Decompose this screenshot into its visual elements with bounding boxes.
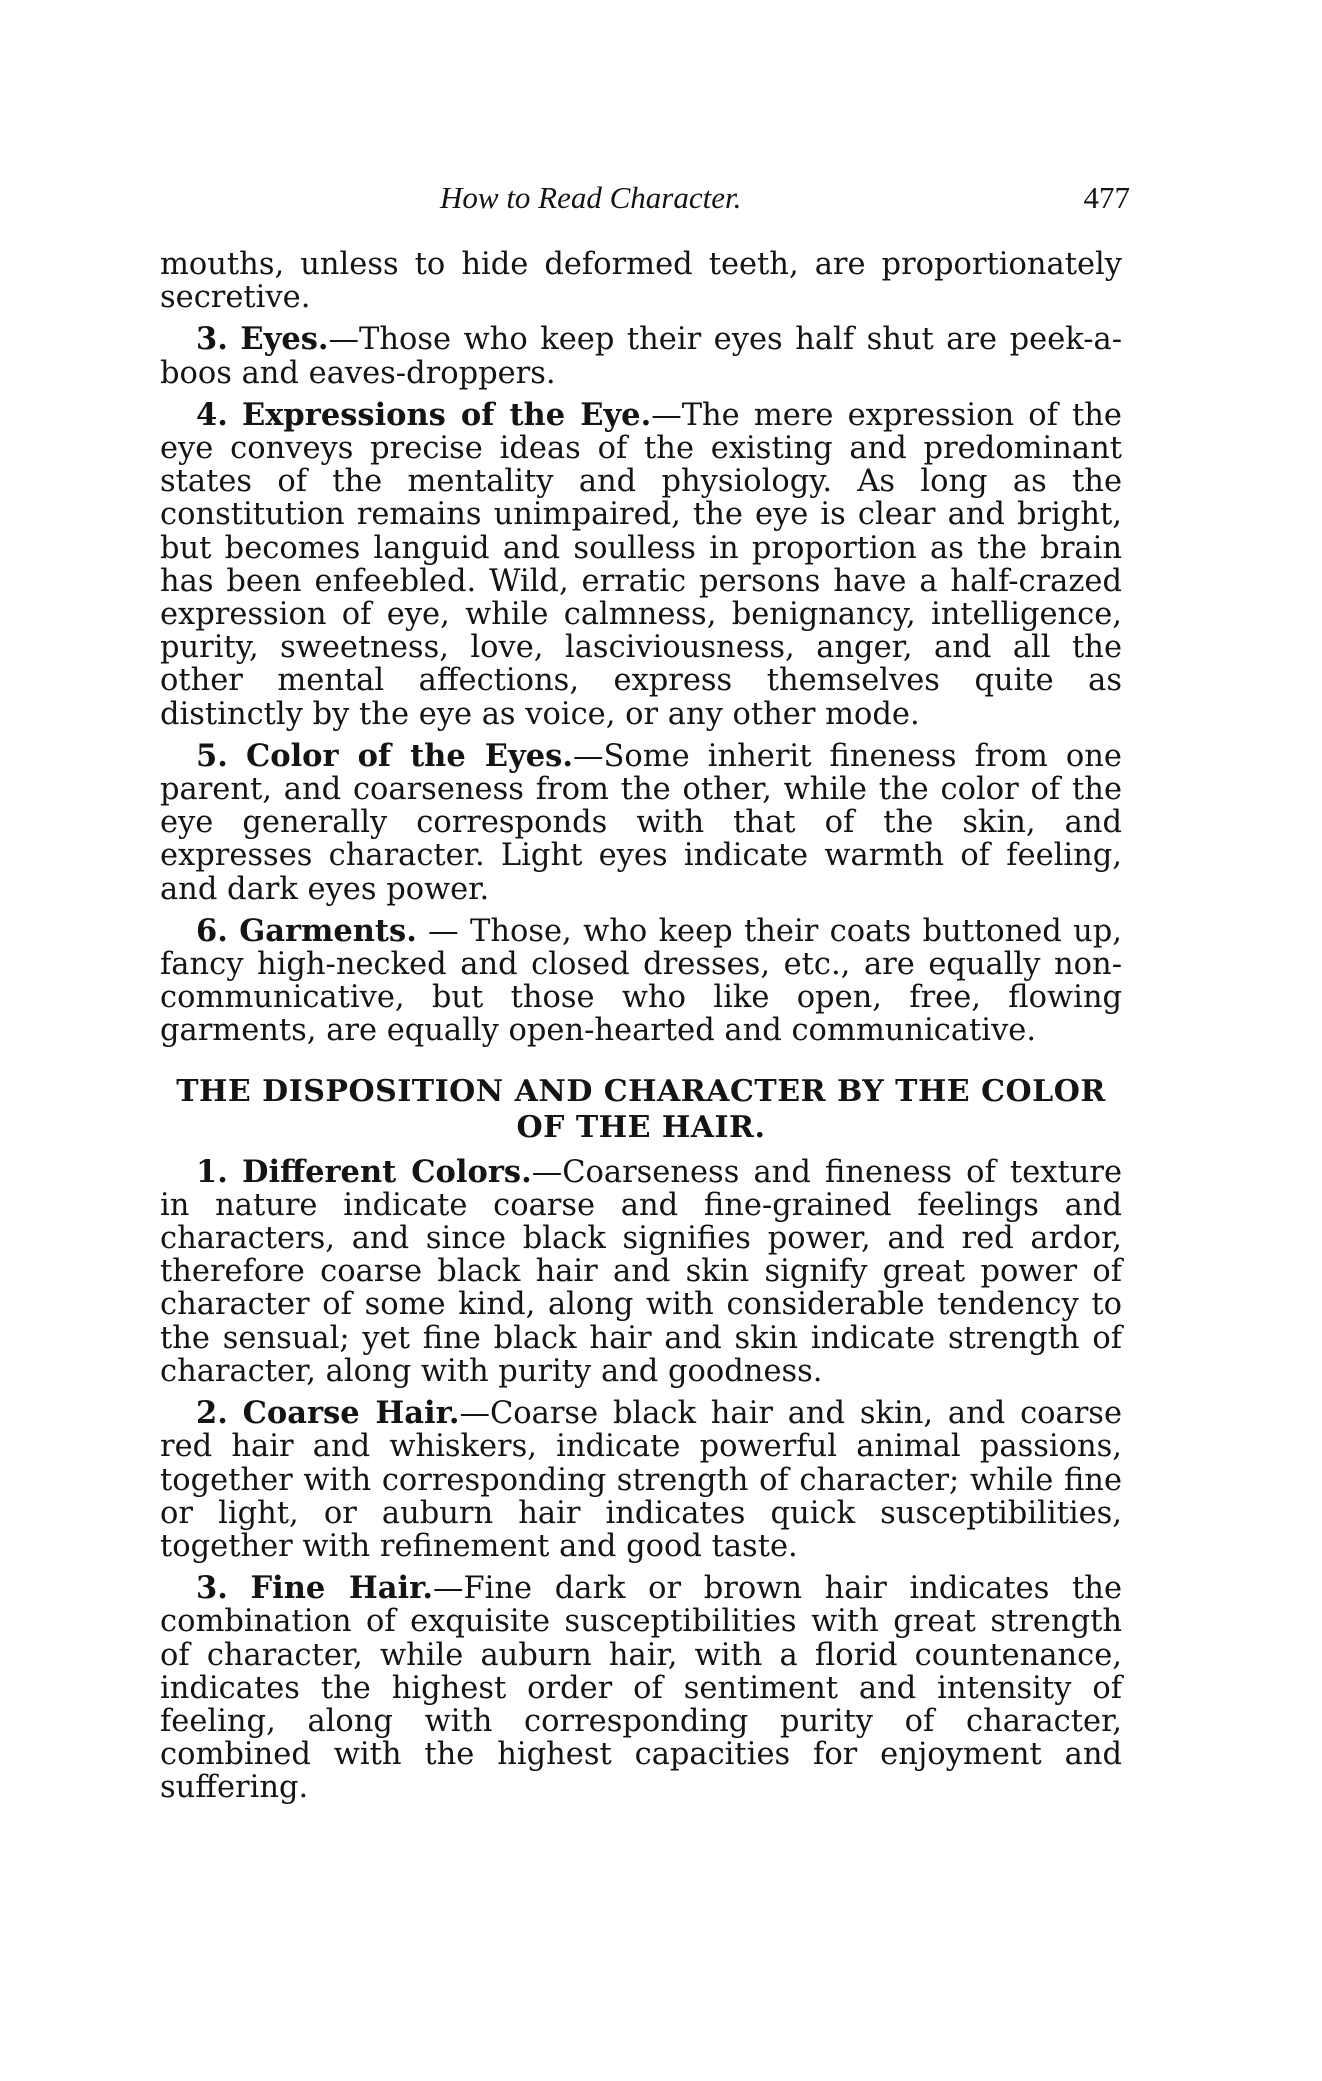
page-number: 477 <box>1083 180 1130 215</box>
item-text: — Those, who keep their coats buttoned up, fancy high-necked and closed dresses, etc., are equally non-communicative, but those who like open, free, flowing garments, are equally open-hearted and communicative. <box>160 913 1123 1049</box>
list-item-garments <box>160 912 1123 1049</box>
item-heading: Coarse Hair. <box>242 1395 460 1432</box>
list-item-coarse-hair <box>160 1397 1122 1563</box>
item-text: —The mere expression of the eye conveys precise ideas of the existing and predominant states of the mentality and physiology. As long as the constitution remains unimpaired, the eye is clear and bright, but becomes languid and soulless in proportion as the brain has been enfeebled. Wild, erratic persons have a half-crazed expression of eye, while calmness, benignancy, intelligence, purity, sweetness, love, lasciviousness, anger, and all the other mental affections, express themselves quite as distinctly by the eye as voice, or any other mode. <box>160 397 1122 732</box>
item-number: 1. <box>196 1153 228 1190</box>
item-number: 4. <box>196 396 228 433</box>
item-number: 3. <box>196 1570 228 1607</box>
section-heading-line-2: OF THE HAIR. <box>516 1109 766 1145</box>
item-text: —Some inherit fineness from one parent, and coarseness from the other, while the color of the eye generally corresponds with that of the skin, and expresses character. Light eyes indicate warmth of feeling, and dark eyes power. <box>160 738 1122 907</box>
item-text: —Coarseness and fineness of texture in nature indicate coarse and fine-grained feelings and characters, and since black signifies power, and red ardor, therefore coarse black hair and skin signify great power of character of some kind, along with considerable tendency to the sensual; yet fine black hair and skin indicate strength of character, along with purity and goodness. <box>160 1154 1122 1389</box>
item-heading: Color of the Eyes. <box>245 737 573 774</box>
list-item-different-colors <box>160 1153 1122 1389</box>
list-item-color-of-the-eyes <box>160 737 1122 907</box>
paragraph-continuation <box>160 248 1122 314</box>
item-text: —Those who keep their eyes half shut are peek-a-boos and eaves-droppers. <box>160 322 1122 391</box>
item-text: —Coarse black hair and skin, and coarse red hair and whiskers, indicate powerful animal passions, together with corresponding strength of character; while fine or light, or auburn hair indicates quick susceptibilities, together with refinement and good taste. <box>160 1396 1122 1564</box>
page-body <box>160 248 1122 1814</box>
item-text: —Fine dark or brown hair indicates the combination of exquisite susceptibilities with great strength of character, while auburn hair, with a florid countenance, indicates the highest order of sentiment and intensity of feeling, along with corresponding purity of character, combined with the highest capacities for enjoyment and suffering. <box>160 1571 1122 1806</box>
item-heading: Expressions of the Eye. <box>242 396 652 433</box>
item-heading: Different Colors. <box>242 1153 532 1190</box>
running-header <box>440 180 1130 224</box>
item-heading: Fine Hair. <box>250 1570 433 1607</box>
section-heading-line-1: THE DISPOSITION AND CHARACTER BY THE COLOR <box>176 1073 1106 1109</box>
list-item-fine-hair <box>160 1572 1122 1804</box>
item-number: 5. <box>196 737 228 774</box>
section-heading <box>160 1074 1122 1146</box>
list-item-expressions-of-the-eye <box>160 396 1122 732</box>
list-item-eyes <box>160 323 1122 389</box>
running-title: How to Read Character. <box>440 180 742 215</box>
item-number: 6. <box>196 912 228 949</box>
item-number: 2. <box>196 1395 228 1432</box>
item-heading: Garments. <box>239 912 417 949</box>
paragraph-text: mouths, unless to hide deformed teeth, are proportionately secretive. <box>160 247 1122 316</box>
item-heading: Eyes. <box>240 321 329 358</box>
item-number: 3. <box>196 321 228 358</box>
